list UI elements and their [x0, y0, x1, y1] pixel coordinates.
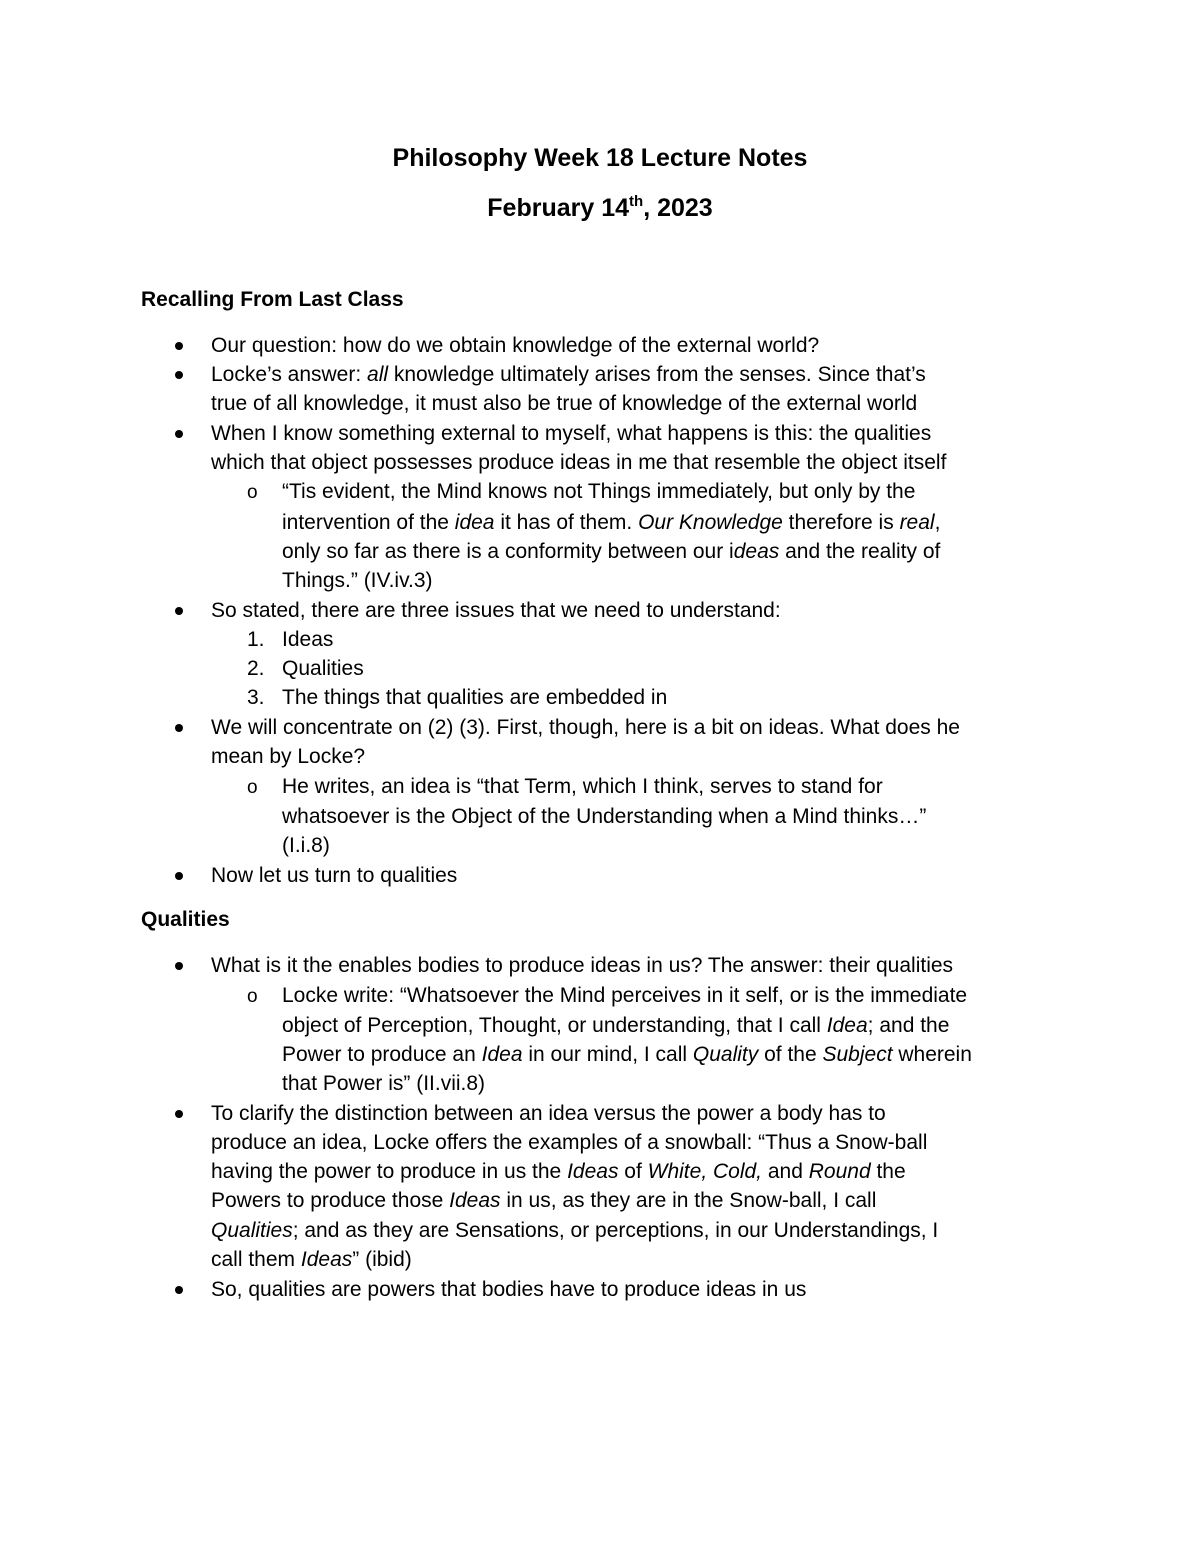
list-item: Now let us turn to qualities	[211, 864, 458, 887]
list-item-continuation: produce an idea, Locke offers the examples of a snowball: “Thus a Snow-ball	[211, 1131, 928, 1154]
text-run: ; and as they are Sensations, or perceptions, in our Understandings, I	[292, 1219, 939, 1242]
text-run-italic: all	[367, 363, 389, 386]
text-run: object of Perception, Thought, or understanding, that I call	[282, 1014, 827, 1037]
numbered-item: Qualities	[282, 657, 364, 680]
text-run: and	[762, 1160, 809, 1183]
list-item: To clarify the distinction between an idea versus the power a body has to	[211, 1102, 886, 1125]
date-year: , 2023	[643, 194, 713, 222]
text-run-italic: Idea	[826, 1014, 868, 1037]
list-item	[211, 362, 926, 388]
text-run-italic: Subject	[822, 1043, 893, 1066]
document-date	[0, 193, 1200, 223]
numbered-item: Ideas	[282, 628, 334, 651]
hollow-bullet-icon: o	[247, 777, 258, 798]
text-run: it has of them.	[494, 511, 639, 534]
text-run-italic: Our Knowledge	[638, 511, 783, 534]
sub-list-item-continuation	[282, 510, 940, 536]
text-run: in our mind, I call	[522, 1043, 693, 1066]
text-run: wherein	[892, 1043, 972, 1066]
bullet-icon	[175, 1286, 183, 1294]
text-run: Powers to produce those	[211, 1189, 450, 1212]
sub-list-item: He writes, an idea is “that Term, which I think, serves to stand for	[282, 775, 883, 798]
text-run-italic: real	[899, 511, 935, 534]
text-run: Power to produce an	[282, 1043, 482, 1066]
list-item: What is it the enables bodies to produce ideas in us? The answer: their qualities	[211, 954, 954, 977]
text-run-italic: Ideas	[567, 1160, 619, 1183]
sub-list-item-continuation	[282, 1042, 972, 1068]
list-item-continuation: true of all knowledge, it must also be true of knowledge of the external world	[211, 392, 918, 415]
bullet-icon	[175, 872, 183, 880]
list-item-continuation: which that object possesses produce ideas in me that resemble the object itself	[211, 451, 947, 474]
sub-list-item-continuation	[282, 1013, 949, 1039]
text-run: knowledge ultimately arises from the senses. Since that’s	[388, 363, 926, 386]
numbered-item: The things that qualities are embedded in	[282, 686, 668, 709]
text-run: ” (ibid)	[352, 1248, 412, 1271]
text-run: of	[618, 1160, 648, 1183]
text-run: having the power to produce in us the	[211, 1160, 568, 1183]
list-item: So stated, there are three issues that we need to understand:	[211, 599, 781, 622]
text-run: intervention of the	[282, 511, 455, 534]
text-run: of the	[758, 1043, 823, 1066]
date-ordinal: th	[629, 193, 644, 210]
text-run: only so far as there is a conformity between our i	[282, 540, 734, 563]
list-item-continuation: mean by Locke?	[211, 745, 366, 768]
list-item-continuation	[211, 1218, 938, 1244]
text-run: ; and the	[867, 1014, 950, 1037]
hollow-bullet-icon: o	[247, 986, 258, 1007]
bullet-icon	[175, 962, 183, 970]
bullet-icon	[175, 1110, 183, 1118]
text-run: the	[870, 1160, 906, 1183]
document-title: Philosophy Week 18 Lecture Notes	[392, 144, 808, 172]
text-run-italic: Quality	[692, 1043, 759, 1066]
sub-list-item: “Tis evident, the Mind knows not Things immediately, but only by the	[282, 480, 916, 503]
sub-list-item-continuation: (I.i.8)	[282, 834, 330, 857]
bullet-icon	[175, 607, 183, 615]
section-heading-qualities: Qualities	[141, 908, 230, 931]
list-item-continuation	[211, 1159, 906, 1185]
text-run-italic: Qualities	[211, 1219, 293, 1242]
text-run-italic: idea	[454, 511, 495, 534]
text-run: call them	[211, 1248, 301, 1271]
list-number: 2.	[247, 657, 265, 680]
text-run: Locke’s answer:	[211, 363, 368, 386]
text-run-italic: deas	[733, 540, 780, 563]
sub-list-item-continuation	[282, 539, 940, 565]
list-item: When I know something external to myself, what happens is this: the qualities	[211, 422, 932, 445]
bullet-icon	[175, 371, 183, 379]
text-run-italic: Round	[808, 1160, 871, 1183]
text-run: in us, as they are in the Snow-ball, I call	[500, 1189, 877, 1212]
text-run-italic: Ideas	[300, 1248, 353, 1271]
sub-list-item-continuation: that Power is” (II.vii.8)	[282, 1072, 486, 1095]
sub-list-item-continuation: whatsoever is the Object of the Understanding when a Mind thinks…”	[282, 805, 927, 828]
list-item: So, qualities are powers that bodies have to produce ideas in us	[211, 1278, 807, 1301]
hollow-bullet-icon: o	[247, 482, 258, 503]
bullet-icon	[175, 430, 183, 438]
sub-list-item: Locke write: “Whatsoever the Mind perceives in it self, or is the immediate	[282, 984, 968, 1007]
sub-list-item-continuation: Things.” (IV.iv.3)	[282, 569, 433, 592]
text-run: and the reality of	[779, 540, 941, 563]
bullet-icon	[175, 342, 183, 350]
text-run-italic: Idea	[481, 1043, 523, 1066]
text-run-italic: White, Cold,	[647, 1160, 763, 1183]
list-item-continuation	[211, 1188, 876, 1214]
text-run-italic: Ideas	[449, 1189, 501, 1212]
list-item-continuation	[211, 1247, 412, 1273]
bullet-icon	[175, 724, 183, 732]
list-number: 3.	[247, 686, 265, 709]
list-item: We will concentrate on (2) (3). First, though, here is a bit on ideas. What does he	[211, 716, 960, 739]
text-run: therefore is	[782, 511, 900, 534]
date-main: February 14	[487, 194, 630, 222]
section-heading-recalling: Recalling From Last Class	[141, 288, 404, 311]
text-run: ,	[934, 511, 941, 534]
list-item: Our question: how do we obtain knowledge of the external world?	[211, 334, 820, 357]
list-number: 1.	[247, 628, 265, 651]
